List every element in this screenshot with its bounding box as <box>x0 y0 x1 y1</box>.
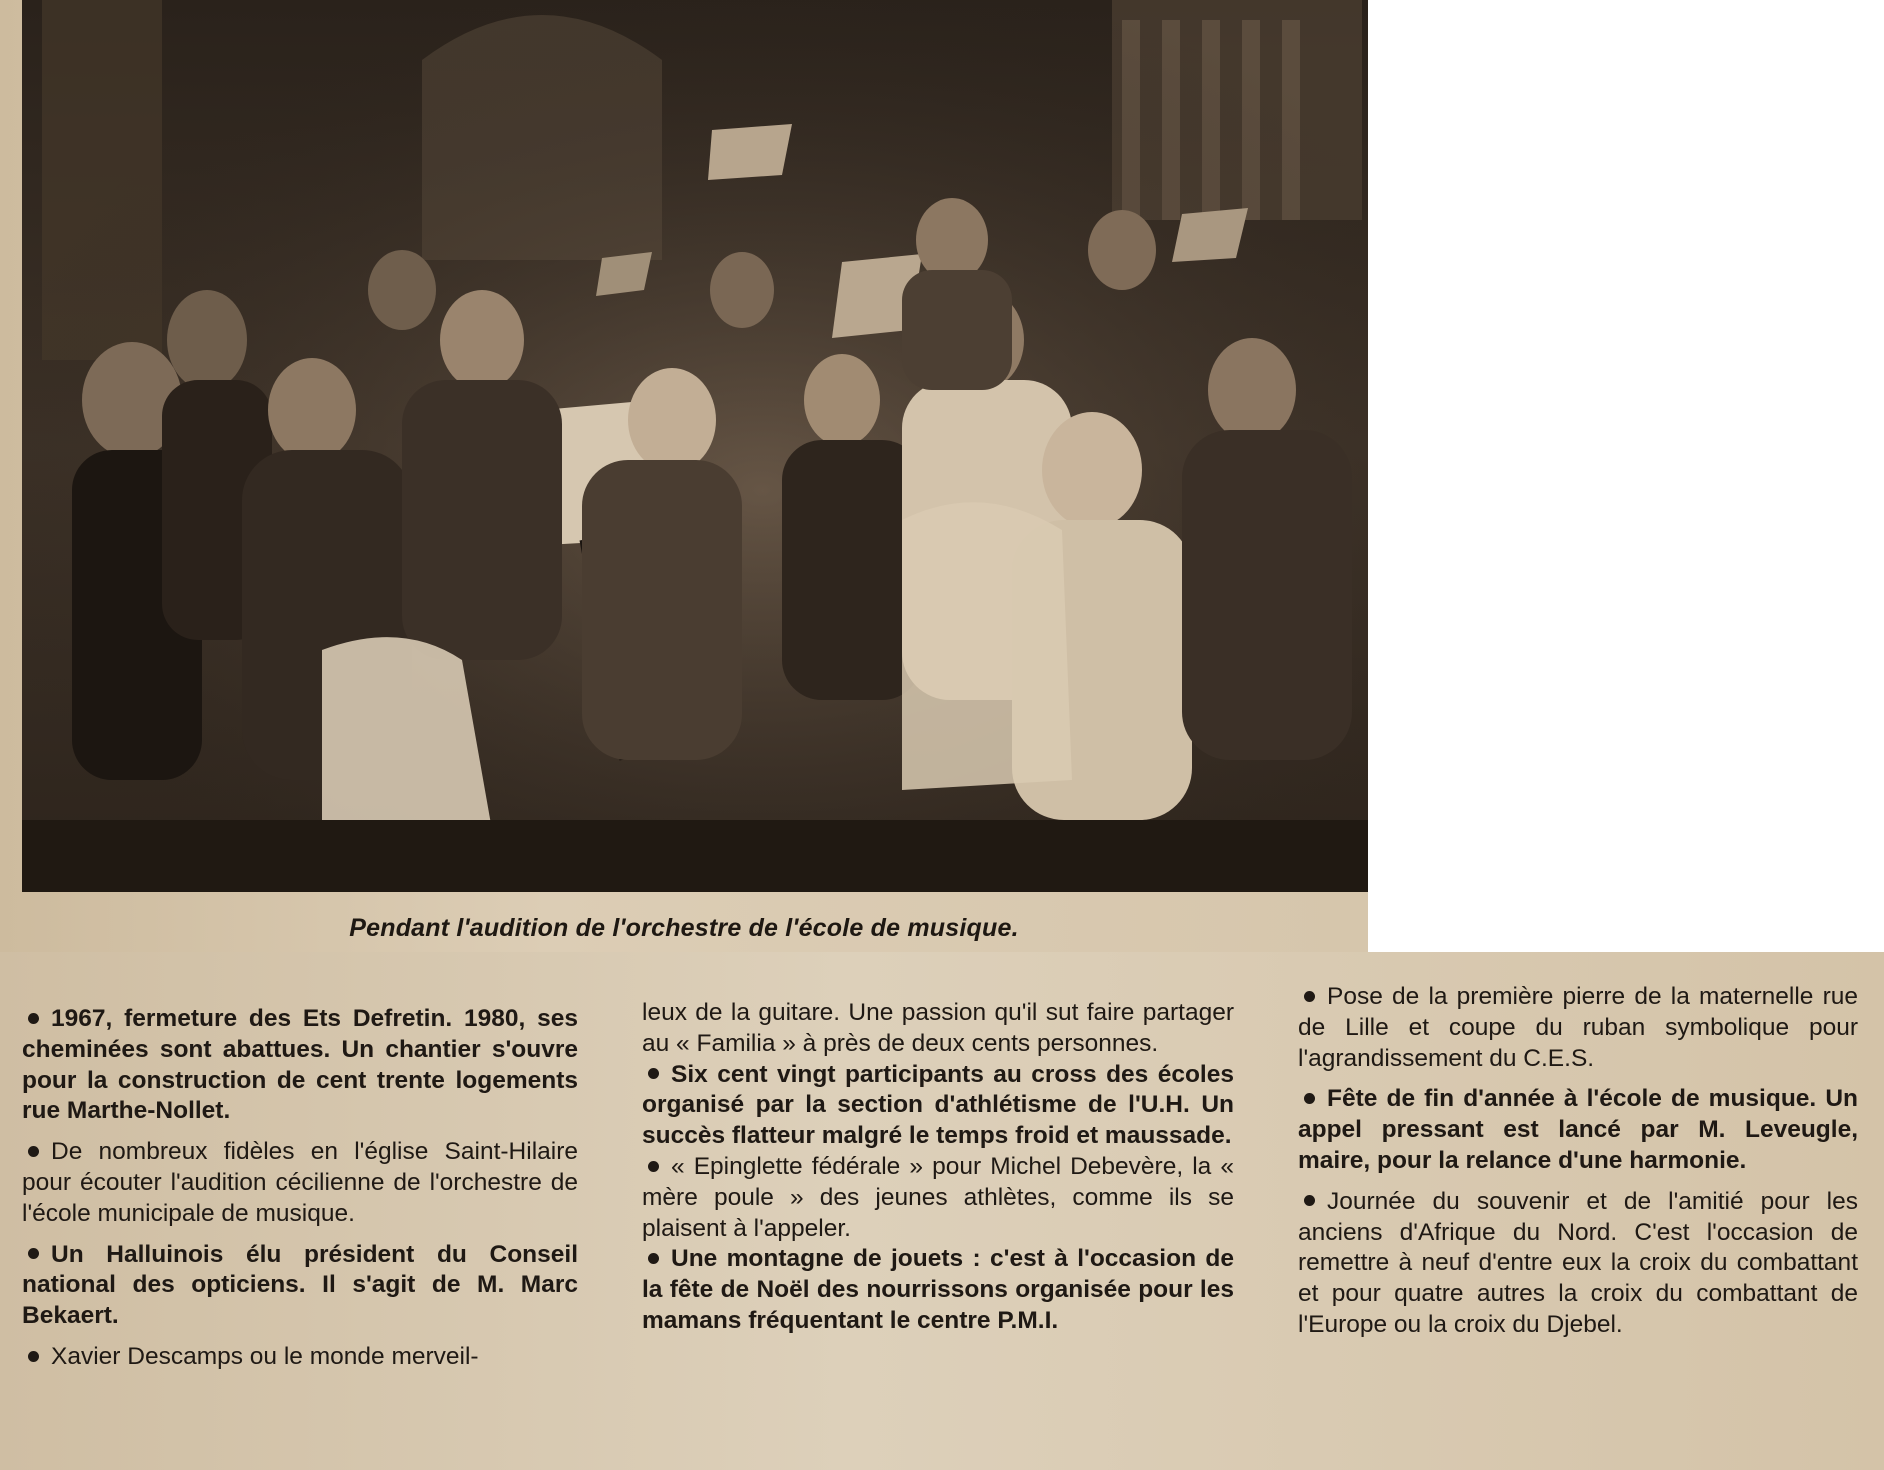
news-item-text: Xavier Descamps ou le monde merveil- <box>51 1342 479 1370</box>
bullet-icon <box>648 1068 659 1079</box>
news-item <box>642 1244 1234 1336</box>
news-item <box>22 1004 578 1127</box>
news-column-3 <box>1298 982 1858 1351</box>
news-item <box>22 1342 578 1373</box>
news-item-text: 1967, fermeture des Ets Defretin. 1980, ses cheminées sont abattues. Un chantier s'ouvre pour la construction de cent trente logements rue Marthe-Nollet. <box>22 1005 578 1125</box>
bullet-icon <box>1304 1093 1315 1104</box>
news-item-text: Un Halluinois élu président du Conseil national des opticiens. Il s'agit de M. Marc Bekaert. <box>22 1240 578 1330</box>
bullet-icon <box>648 1253 659 1264</box>
bullet-icon <box>648 1161 659 1172</box>
news-item <box>22 1137 578 1229</box>
news-item-text: Fête de fin d'année à l'école de musique. Un appel pressant est lancé par M. Leveugle, maire, pour la relance d'une harmonie. <box>1298 1085 1858 1174</box>
news-item <box>1298 1084 1858 1176</box>
bullet-icon <box>1304 1195 1315 1206</box>
news-item-text: Journée du souvenir et de l'amitié pour les anciens d'Afrique du Nord. C'est l'occasion de remettre à neuf d'entre eux la croix du combattant et pour quatre autres la croix du combattant de l'Europe ou la croix du Djebel. <box>1298 1187 1858 1338</box>
news-item-text: Pose de la première pierre de la maternelle rue de Lille et coupe du ruban symbolique pour l'agrandissement du C.E.S. <box>1298 983 1858 1072</box>
bullet-icon <box>1304 991 1315 1002</box>
news-item <box>1298 1187 1858 1341</box>
photo-caption: Pendant l'audition de l'orchestre de l'école de musique. <box>349 914 1019 942</box>
news-item <box>22 1240 578 1332</box>
news-item-text: « Epinglette fédérale » pour Michel Debevère, la « mère poule » des jeunes athlètes, comme ils se plaisent à l'appeler. <box>642 1152 1234 1242</box>
news-item-text: leux de la guitare. Une passion qu'il sut faire partager au « Familia » à près de deux cents personnes. <box>642 999 1234 1057</box>
news-item-text: De nombreux fidèles en l'église Saint-Hilaire pour écouter l'audition cécilienne de l'orchestre de l'école municipale de musique. <box>22 1138 578 1227</box>
bullet-icon <box>28 1013 39 1024</box>
news-column-1 <box>22 1004 578 1373</box>
news-columns-clipping <box>0 952 1884 1470</box>
news-item-continued <box>642 998 1234 1060</box>
orchestra-photo <box>22 0 1368 892</box>
news-item <box>1298 982 1858 1074</box>
photo-clipping <box>0 0 1368 952</box>
bullet-icon <box>28 1351 39 1362</box>
bullet-icon <box>28 1248 39 1259</box>
news-column-2 <box>642 998 1234 1337</box>
news-item-text: Six cent vingt participants au cross des écoles organisé par la section d'athlétisme de l'U.H. Un succès flatteur malgré le temps froid et maussade. <box>642 1060 1234 1150</box>
news-item <box>642 1060 1234 1152</box>
orchestra-photo-illustration <box>22 0 1368 892</box>
news-item-text: Une montagne de jouets : c'est à l'occasion de la fête de Noël des nourrissons organisée pour les mamans fréquentant le centre P.M.I. <box>642 1245 1234 1334</box>
news-item <box>642 1152 1234 1244</box>
bullet-icon <box>28 1146 39 1157</box>
